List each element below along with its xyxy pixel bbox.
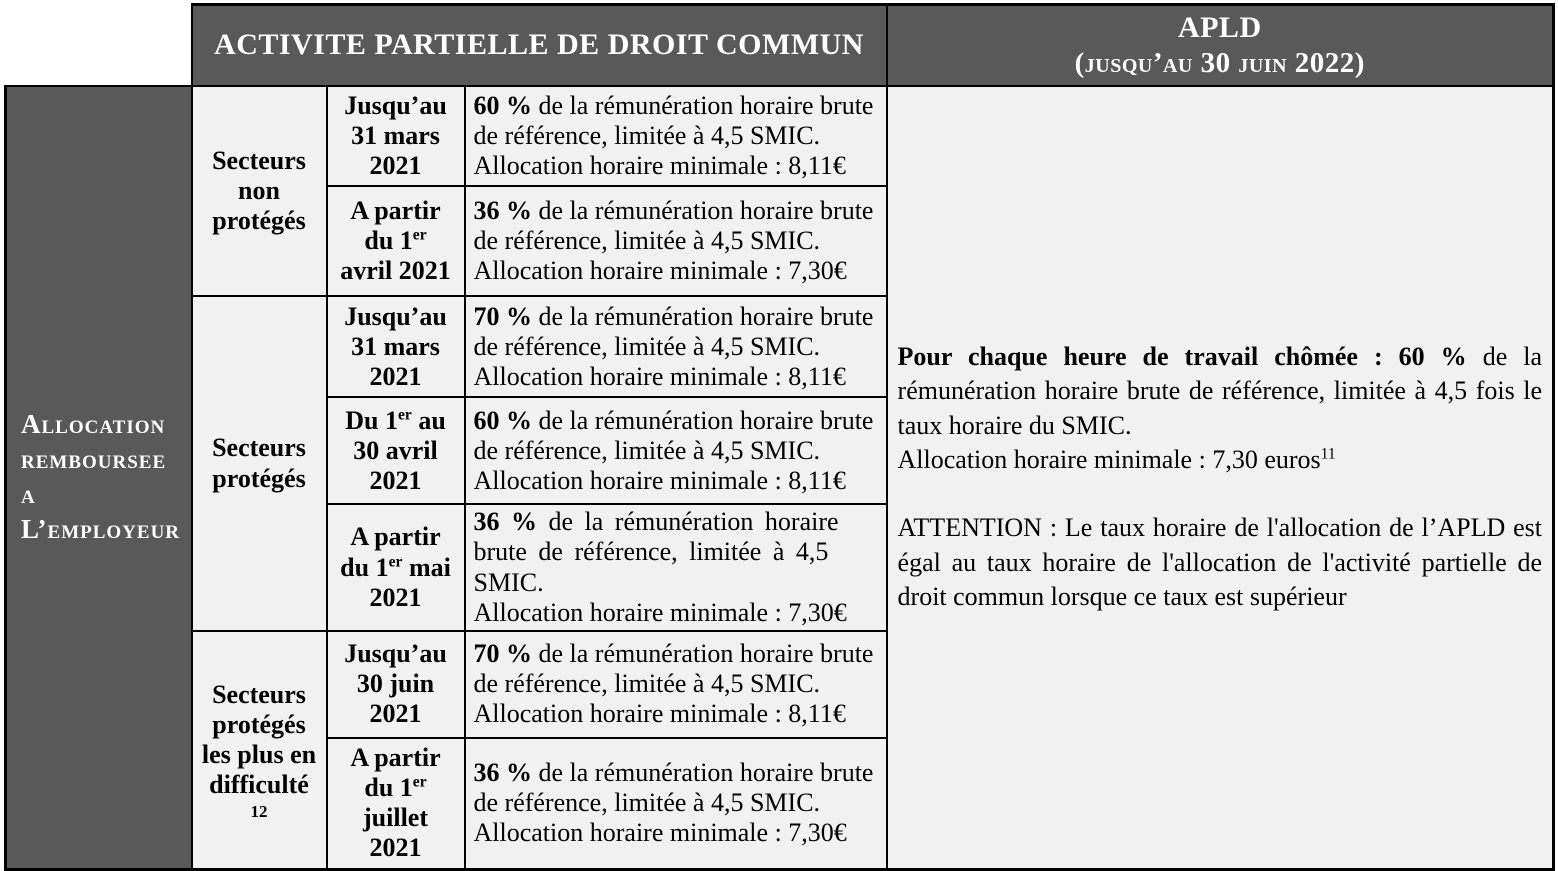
rate-description: de la rémunération horaire brute de référence, limitée à 4,5 SMIC. xyxy=(473,196,874,256)
rate-minimum: Allocation horaire minimale : 8,11€ xyxy=(473,699,846,729)
period-sup: er xyxy=(412,773,427,791)
rate-description: de la rémunération horaire brute de référence, limitée à 4,5 SMIC. xyxy=(473,639,874,699)
period-cell-7 xyxy=(327,738,465,869)
rate-cell-4 xyxy=(465,397,887,504)
rate-minimum: Allocation horaire minimale : 7,30€ xyxy=(473,597,847,627)
period-cell-5 xyxy=(327,504,465,631)
rate-minimum: Allocation horaire minimale : 8,11€ xyxy=(473,465,846,495)
rate-minimum: Allocation horaire minimale : 7,30€ xyxy=(473,256,847,286)
rate-percentage: 70 % xyxy=(473,639,532,669)
rate-minimum: Allocation horaire minimale : 8,11€ xyxy=(473,151,846,181)
row-header-line: a xyxy=(21,479,36,510)
row-header-line: Allocation xyxy=(21,408,166,439)
corner-spacer xyxy=(6,5,192,86)
rate-percentage: 36 % xyxy=(473,196,532,226)
period-sup: er xyxy=(388,552,403,570)
period-text: Jusqu’au 31 mars 2021 xyxy=(344,301,447,391)
apld-lead-rest: de la rémunération horaire brute de référence, limitée à 4,5 fois le taux horaire du SMIC. xyxy=(897,342,1543,440)
rate-sentence xyxy=(474,196,882,256)
rate-description: de la rémunération horaire brute de référence, limitée à 4,5 SMIC. xyxy=(473,757,874,818)
rate-percentage: 36 % xyxy=(473,757,532,787)
header-adpc-label: ACTIVITE PARTIELLE DE DROIT COMMUN xyxy=(214,28,864,62)
header-apld-subtitle: (jusqu’au 30 juin 2022) xyxy=(1074,47,1365,79)
period-text: Jusqu’au 31 mars 2021 xyxy=(344,90,447,181)
apld-lead-bold: Pour chaque heure de travail chômée : 60 % xyxy=(897,342,1467,372)
allocation-table xyxy=(4,3,1555,871)
rate-percentage: 70 % xyxy=(473,301,532,331)
apld-attention-paragraph xyxy=(898,511,1543,614)
period-cell-2 xyxy=(327,186,465,296)
rate-description: de la rémunération horaire brute de référence, limitée à 4,5 SMIC. xyxy=(473,301,874,361)
rate-cell-2 xyxy=(465,186,887,296)
sector-cell-proteges xyxy=(192,296,327,631)
period-sup: er xyxy=(412,226,427,244)
rate-sentence xyxy=(474,406,882,466)
rate-description: de la rémunération horaire brute de référence, limitée à 4,5 SMIC. xyxy=(473,90,874,150)
rate-percentage: 60 % xyxy=(473,90,532,120)
sector-label: Secteurs protégés xyxy=(212,433,306,493)
rate-description: de la rémunération horaire brute de référence, limitée à 4,5 SMIC. xyxy=(473,405,874,465)
sector-label: Secteurs protégés les plus en difficulté xyxy=(201,679,317,800)
period-cell-6 xyxy=(327,631,465,738)
period-text: au 30 avril 2021 xyxy=(353,405,446,495)
row-header-allocation-remboursee xyxy=(6,86,192,869)
rate-minimum: Allocation horaire minimale : 8,11€ xyxy=(473,361,846,391)
row-header-line: remboursee xyxy=(21,444,167,475)
period-cell-3 xyxy=(327,296,465,397)
rate-minimum: Allocation horaire minimale : 7,30€ xyxy=(473,818,847,848)
rate-sentence xyxy=(474,758,882,818)
header-apld-title: APLD xyxy=(1177,11,1262,44)
period-text: A partir du 1 xyxy=(350,742,441,803)
rate-cell-6 xyxy=(465,631,887,738)
rate-sentence xyxy=(474,639,882,699)
apld-attention-text: ATTENTION : Le taux horaire de l'allocation de l’APLD est égal au taux horaire de l'allocation de l'activité partielle de droit commun lorsque ce taux est supérieur xyxy=(897,513,1543,611)
period-sup: er xyxy=(397,405,412,423)
rate-cell-3 xyxy=(465,296,887,397)
rate-percentage: 60 % xyxy=(473,405,532,435)
sector-footnote: 12 xyxy=(250,801,268,821)
header-activite-partielle xyxy=(192,5,887,86)
rate-cell-1 xyxy=(465,86,887,186)
rate-description: de la rémunération horaire brute de référence, limitée à 4,5 SMIC. xyxy=(473,507,839,597)
rate-sentence xyxy=(474,91,882,151)
sector-label: Secteurs non protégés xyxy=(212,145,306,236)
apld-footnote-ref: 11 xyxy=(1320,445,1336,463)
apld-minimum: Allocation horaire minimale : 7,30 euros xyxy=(897,445,1321,474)
period-text: Du 1 xyxy=(345,405,398,435)
row-header-line: L’employeur xyxy=(21,514,181,545)
rate-cell-5 xyxy=(465,504,887,631)
rate-sentence xyxy=(474,507,882,597)
period-text: juillet 2021 xyxy=(363,803,428,863)
period-text: avril 2021 xyxy=(340,256,451,286)
period-text: mai 2021 xyxy=(369,552,451,612)
period-text: Jusqu’au 30 juin 2021 xyxy=(344,639,447,729)
period-text: A partir du 1 xyxy=(350,196,441,256)
apld-paragraph-1 xyxy=(898,340,1543,477)
rate-percentage: 36 % xyxy=(473,507,537,537)
apld-cell xyxy=(887,86,1554,869)
header-apld xyxy=(887,5,1554,86)
rate-cell-7 xyxy=(465,738,887,869)
period-cell-1 xyxy=(327,86,465,186)
period-cell-4 xyxy=(327,397,465,504)
sector-cell-proteges-difficulte xyxy=(192,631,327,869)
rate-sentence xyxy=(474,302,882,362)
period-text: A partir du 1 xyxy=(340,522,441,582)
sector-cell-non-proteges xyxy=(192,86,327,296)
